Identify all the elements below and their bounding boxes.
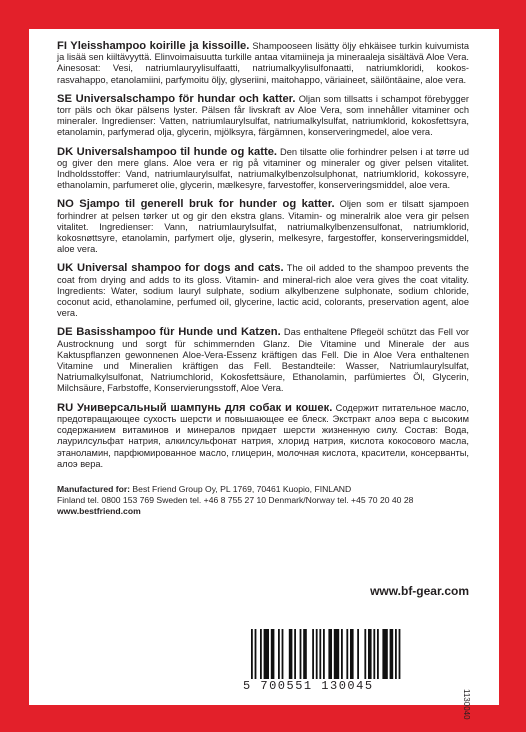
section-heading: SE Universalschampo för hundar och katter.	[57, 92, 296, 105]
website-link: www.bestfriend.com	[57, 505, 141, 516]
product-label	[29, 29, 499, 720]
product-code: 1130040	[462, 689, 471, 720]
barcode-bar	[382, 629, 387, 679]
barcode-bar	[319, 629, 321, 679]
brand-url: www.bf-gear.com	[370, 584, 469, 598]
barcode-bar	[255, 629, 257, 679]
section-dk	[57, 147, 469, 192]
section-de	[57, 327, 469, 394]
section-fi	[57, 41, 469, 86]
barcode-bar	[377, 629, 379, 679]
barcode-bar	[271, 629, 275, 679]
barcode-bar	[300, 629, 302, 679]
phone-numbers: Finland tel. 0800 153 769 Sweden tel. +46 8 755 27 10 Denmark/Norway tel. +45 70 20 40 28	[57, 494, 414, 505]
section-body: Oljen som er tilsatt sjampoen forhindrer at pelsen tørker ut og gir den ekstra glans. Vitamin- og mineralrik aloe vera gir pelsen vitalitet. Ingredienser: Vann, natriumlaurylsulfat, natriumalkylbenzensulfonat, natriumklorid, kokosnøttsyre, etanolamin, parfymert olje, glyserin, melkesyre, fargestoffer, konserveringsmiddel, aloe vera.	[57, 199, 469, 255]
barcode-bar	[278, 629, 280, 679]
barcode-bar	[289, 629, 293, 679]
section-heading: DE Basisshampoo für Hunde und Katzen.	[57, 326, 281, 339]
barcode-bar	[364, 629, 366, 679]
section-body: Содержит питательное масло, предотвращающее сухость шерсти и повышающее ее блеск. Экстракт алоэ вера с высоким содержанием витаминов и минералов придает шерсти жизненную силу. Состав: Вода, лаурилсульфат натрия, алкилсульфонат натрия, хлорид натрия, кислота кокосового масла, этаноламин, парфюмированное масло, глицерин, молочная кислота, красители, консерванты, алоэ вера.	[57, 402, 469, 469]
section-heading: RU Универсальный шампунь для собак и кошек.	[57, 401, 333, 414]
barcode-bar	[303, 629, 307, 679]
barcode-bar	[357, 629, 359, 679]
barcode-bar	[294, 629, 296, 679]
section-heading: DK Universalshampoo til hunde og katte.	[57, 145, 278, 158]
section-body: Oljan som tillsatts i schampot förebygger torr päls och ökar pälsens lyster. Pälsen får livskraft av Aloe Vera, som innehåller vitaminer och mineraler. Ingredienser: Vatten, natriumlaurylsulfat, natriumalkylsulfat, natriumklorid, kokosfettsyra, etanolamin, parfymerad olja, glycerin, mjölksyra, färgämnen, konserveringmedel, aloe vera.	[57, 93, 469, 138]
barcode-bar	[282, 629, 284, 679]
barcode-number: 5 700551 130045	[243, 679, 374, 693]
section-no	[57, 199, 469, 255]
barcode-bar	[350, 629, 354, 679]
barcode-bar	[264, 629, 269, 679]
barcode-bar	[346, 629, 348, 679]
manufacturer-label: Manufactured for:	[57, 483, 131, 494]
manufacturer-line	[57, 484, 469, 495]
barcode-bar	[334, 629, 339, 679]
barcode-bar	[395, 629, 397, 679]
barcode	[243, 629, 465, 695]
barcode-bar	[323, 629, 325, 679]
barcode-bar	[390, 629, 394, 679]
section-body: Shampooseen lisätty öljy ehkäisee turkin kuivumista ja lisää sen kiiltävyyttä. Elinvoimaisuutta turkille antaa vitamiineja ja mineraaleja sisältävä Aloe Vera. Ainesosat: Vesi, natriumlauryylisulfaatti, natriumalkyylisulfonaatti, natriumkloridi, kookos-rasvahappo, etanolamiini, parfymoitu öljy, glyseriini, maitohappo, väriaineet, säilöntäaine, aloe vera.	[57, 41, 469, 85]
barcode-bar	[251, 629, 253, 679]
section-heading: NO Sjampo til generell bruk for hunder og katter.	[57, 198, 335, 211]
section-uk	[57, 263, 469, 319]
manufacturer-info	[57, 484, 469, 517]
section-heading: UK Universal shampoo for dogs and cats.	[57, 262, 284, 275]
barcode-bar	[341, 629, 343, 679]
section-body: Das enthaltene Pflegeöl schützt das Fell vor Austrocknung und sorgt für schimmernden Glanz. Die Vitamine und Minerale der aus Kaktuspflanzen gewonnenen Aloe-Vera-Essenz kräftigen das Fell. Die in Aloe Vera enthaltenen Vitamine und Mineralien kräftigen das Fell. Bestandteile: Wasser, Natriumlaurylsulfat, Natriumalkylsulfonat, Natriumchlorid, Kokosfettsäure, Ethanolamin, parfümiertes Öl, Glycerin, Milchsäure, Farbstoffe, Konservierungsstoff, Aloe Vera.	[57, 327, 469, 394]
section-body: Den tilsatte olie forhindrer pelsen i at tørre ud og giver den mere glans. Aloe vera er rig på vitaminer og mineraler og giver pelsen vitalitet. Indholdsstoffer: Vand, natriumlaurylsulfat, natriumalkylbenzolsulphonat, natriumklorid, kokossyre, ethanolamin, parfumeret olie, glycerin, mælkesyre, farvestoffer, konserveringsmiddel, aloe vera.	[57, 146, 469, 191]
barcode-bar	[328, 629, 332, 679]
barcode-bar	[260, 629, 262, 679]
barcode-bar	[368, 629, 372, 679]
manufacturer-address: Best Friend Group Oy, PL 1769, 70461 Kuopio, FINLAND	[130, 483, 352, 494]
barcode-bar	[312, 629, 314, 679]
section-se	[57, 94, 469, 139]
section-ru	[57, 403, 469, 470]
barcode-bars	[251, 629, 463, 679]
barcode-bar	[373, 629, 375, 679]
section-body: The oil added to the shampoo prevents the coat from drying and adds to its gloss. Vitamin- and mineral-rich aloe vera gives the coat vitality. Ingredients: Water, sodium lauryl sulphate, sodium alkylbenzene sulphonate, sodium chloride, coconut acid, ethanolamine, perfumed oil, glycerine, lactic acid, colorants, preservation agent, aloe vera.	[57, 263, 469, 319]
barcode-bar	[399, 629, 401, 679]
section-heading: FI Yleisshampoo koirille ja kissoille.	[57, 40, 250, 52]
barcode-bar	[316, 629, 318, 679]
